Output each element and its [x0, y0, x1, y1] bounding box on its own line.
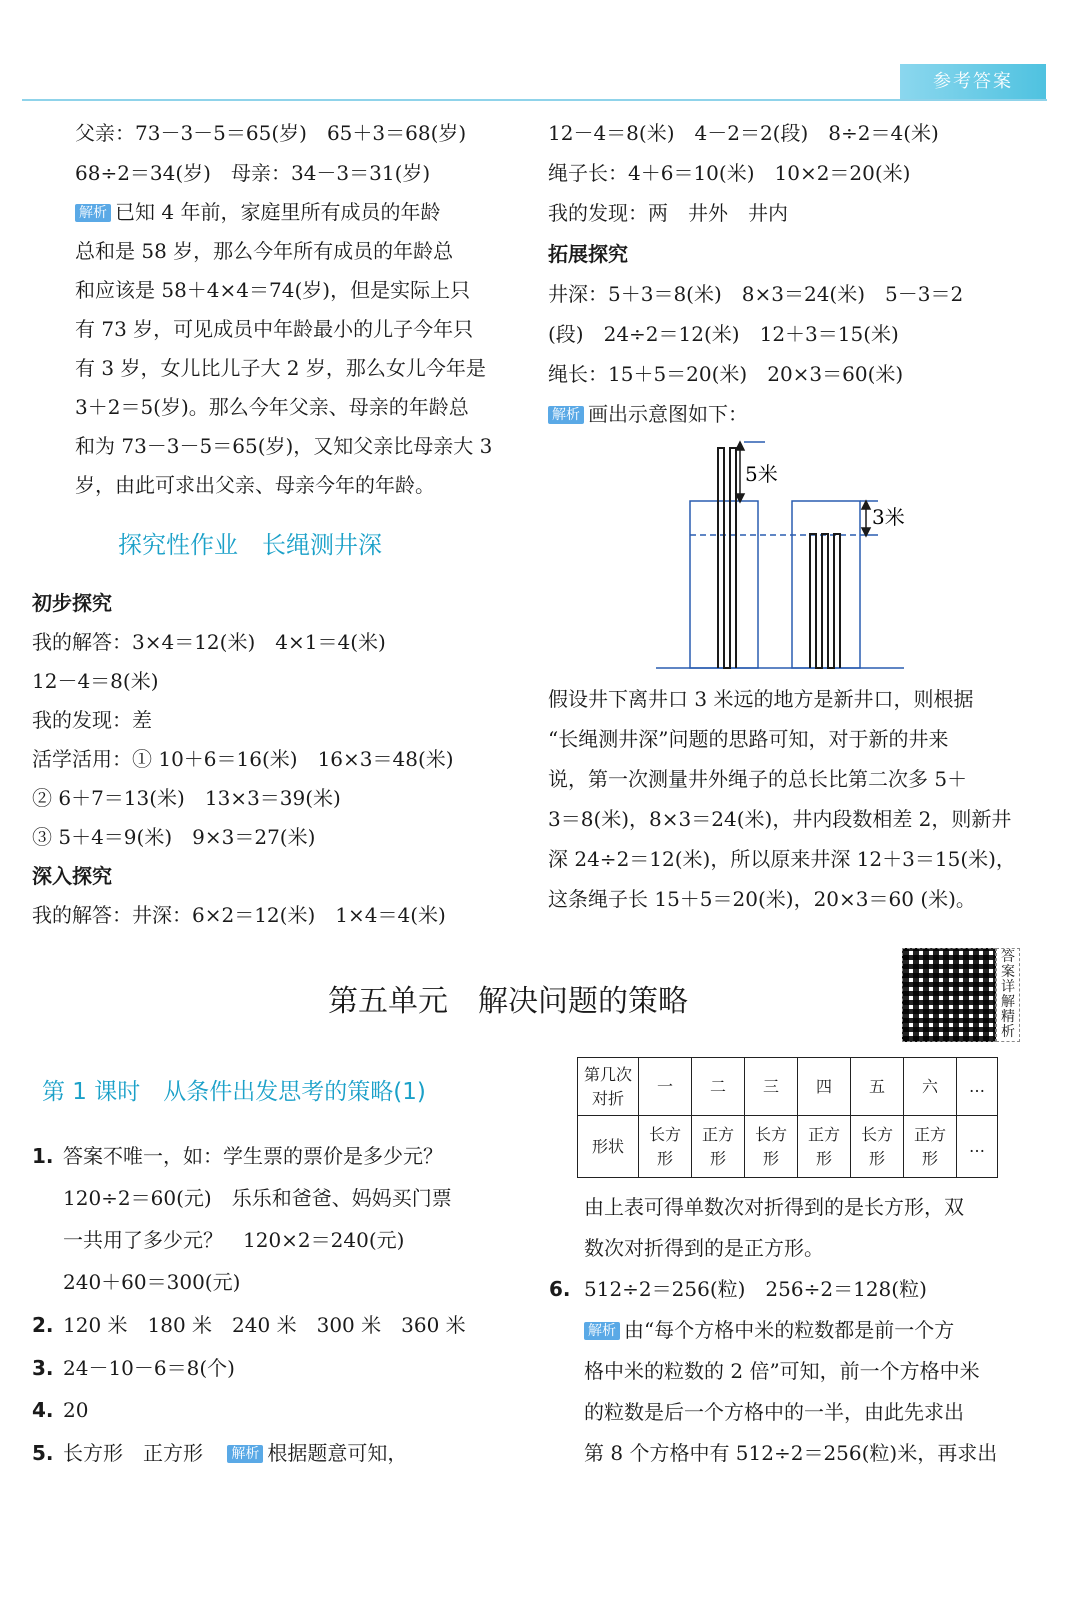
right-line-8: “长绳测井深”问题的思路可知，对于新的井来 — [548, 727, 949, 751]
rope-left — [718, 448, 736, 668]
left-analysis-line-6: 3＋2＝5(岁)。那么今年父亲、母亲的年龄总 — [75, 395, 469, 419]
analysis-tag: 解析 — [75, 204, 111, 222]
left-analysis-line-1 — [75, 199, 440, 225]
right-line-4: 井深：5＋3＝8(米) 8×3＝24(米) 5－3＝2 — [548, 282, 964, 306]
left-analysis-line-7: 和为 73－3－5＝65(岁)，又知父亲比母亲大 3 — [75, 434, 493, 458]
explore-line-5: ② 6＋7＝13(米) 13×3＝39(米) — [32, 786, 341, 810]
shape-cell: 正方 形 — [904, 1116, 957, 1178]
right-line-5: (段) 24÷2＝12(米) 12＋3＝15(米) — [548, 322, 899, 346]
head-line-1: 第几次 — [583, 1064, 632, 1084]
analysis-text: 已知 4 年前，家庭里所有成员的年龄 — [115, 200, 441, 224]
header-tab: 参考答案 — [900, 64, 1046, 100]
explore-line-3: 我的发现：差 — [32, 708, 152, 732]
item-1-num: 1. — [32, 1144, 54, 1168]
item-3-line: 24－10－6＝8(个) — [63, 1356, 235, 1380]
shape-cell: 长方 形 — [639, 1116, 692, 1178]
item-5-answer: 长方形 正方形 — [63, 1441, 203, 1465]
rope-right — [810, 534, 840, 668]
fold-cell: 三 — [745, 1058, 798, 1116]
rb-analysis-3: 的粒数是后一个方格中的一半，由此先求出 — [584, 1400, 964, 1424]
right-line-7: 假设井下离井口 3 米远的地方是新井口，则根据 — [548, 687, 974, 711]
item-2-num: 2. — [32, 1313, 54, 1337]
left-analysis-line-2: 总和是 58 岁，那么今年所有成员的年龄总 — [75, 239, 454, 263]
qr-code[interactable] — [902, 948, 996, 1042]
fold-table-head — [578, 1058, 639, 1116]
item-1-line-1: 答案不唯一，如：学生票的票价是多少元？ — [63, 1144, 443, 1168]
fold-cell: 二 — [692, 1058, 745, 1116]
right-line-12: 这条绳子长 15＋5＝20(米)，20×3＝60 (米)。 — [548, 887, 976, 911]
label-3m: 3米 — [872, 505, 905, 529]
analysis-text: 画出示意图如下： — [588, 402, 748, 426]
item-4-line: 20 — [63, 1398, 89, 1422]
item-4-num: 4. — [32, 1398, 54, 1422]
right-line-10: 3＝8(米)，8×3＝24(米)，井内段数相差 2，则新井 — [548, 807, 1012, 831]
item-1-line-4: 240＋60＝300(元) — [63, 1270, 241, 1294]
left-analysis-line-4: 有 73 岁，可见成员中年龄最小的儿子今年只 — [75, 317, 474, 341]
unit-title: 第五单元 解决问题的策略 — [328, 984, 688, 1019]
item-1-line-3: 一共用了多少元？ 120×2＝240(元) — [63, 1228, 405, 1252]
fold-cell: 一 — [639, 1058, 692, 1116]
fold-cell: 四 — [798, 1058, 851, 1116]
shape-cell: … — [957, 1116, 998, 1178]
right-analysis-intro — [548, 401, 748, 427]
right-line-1: 12－4＝8(米) 4－2＝2(段) 8÷2＝4(米) — [548, 121, 939, 145]
left-analysis-line-3: 和应该是 58＋4×4＝74(岁)，但是实际上只 — [75, 278, 471, 302]
fold-cell: 六 — [904, 1058, 957, 1116]
rb-analysis-4: 第 8 个方格中有 512÷2＝256(粒)米，再求出 — [584, 1441, 998, 1465]
item-5-tail: 根据题意可知， — [267, 1441, 408, 1465]
head-line-2: 对折 — [591, 1088, 624, 1108]
item-6-line: 512÷2＝256(粒) 256÷2＝128(粒) — [584, 1277, 927, 1301]
explore-line-7: 我的解答：井深：6×2＝12(米) 1×4＝4(米) — [32, 903, 446, 927]
rb-analysis-1 — [584, 1317, 954, 1343]
explore-line-2: 12－4＝8(米) — [32, 669, 159, 693]
analysis-tag: 解析 — [548, 406, 584, 424]
header-rule — [22, 99, 1047, 101]
explore-line-4: 活学活用：① 10＋6＝16(米) 16×3＝48(米) — [32, 747, 454, 771]
explore-line-6: ③ 5＋4＝9(米) 9×3＝27(米) — [32, 825, 316, 849]
qr-caption: 答案详解精析 — [996, 948, 1020, 1042]
item-5-num: 5. — [32, 1441, 54, 1465]
shape-cell: 长方 形 — [745, 1116, 798, 1178]
rb-analysis-2: 格中米的粒数的 2 倍”可知，前一个方格中米 — [584, 1359, 980, 1383]
shape-cell: 长方 形 — [851, 1116, 904, 1178]
fold-table — [577, 1057, 998, 1178]
right-sub: 拓展探究 — [548, 242, 628, 266]
explore-sub-1: 初步探究 — [32, 591, 112, 615]
right-line-2: 绳子长：4＋6＝10(米) 10×2＝20(米) — [548, 161, 911, 185]
item-3-num: 3. — [32, 1356, 54, 1380]
right-line-11: 深 24÷2＝12(米)，所以原来井深 12＋3＝15(米)， — [548, 847, 1016, 871]
shape-head: 形状 — [578, 1116, 639, 1178]
explore-title: 探究性作业 长绳测井深 — [118, 531, 382, 559]
left-line-2: 68÷2＝34(岁) 母亲：34－3＝31(岁) — [75, 161, 431, 185]
right-well — [792, 501, 860, 668]
right-line-9: 说，第一次测量井外绳子的总长比第二次多 5＋ — [548, 767, 968, 791]
analysis-tag: 解析 — [227, 1445, 263, 1463]
fold-cell: 五 — [851, 1058, 904, 1116]
fold-cell: … — [957, 1058, 998, 1116]
well-diagram — [650, 436, 930, 676]
lesson-title: 第 1 课时 从条件出发思考的策略(1) — [42, 1079, 426, 1105]
right-line-6: 绳长：15＋5＝20(米) 20×3＝60(米) — [548, 362, 904, 386]
analysis-text: 由“每个方格中米的粒数都是前一个方 — [624, 1318, 955, 1342]
item-2-line: 120 米 180 米 240 米 300 米 360 米 — [63, 1313, 466, 1337]
item-6-num: 6. — [549, 1277, 571, 1301]
rb-line-2: 数次对折得到的是正方形。 — [584, 1236, 824, 1260]
analysis-tag: 解析 — [584, 1322, 620, 1340]
left-analysis-line-5: 有 3 岁，女儿比儿子大 2 岁，那么女儿今年是 — [75, 356, 486, 380]
explore-sub-2: 深入探究 — [32, 864, 112, 888]
label-5m: 5米 — [745, 462, 778, 486]
item-1-line-2: 120÷2＝60(元) 乐乐和爸爸、妈妈买门票 — [63, 1186, 452, 1210]
shape-cell: 正方 形 — [692, 1116, 745, 1178]
shape-cell: 正方 形 — [798, 1116, 851, 1178]
item-5-line — [63, 1440, 407, 1466]
left-line-1: 父亲：73－3－5＝65(岁) 65＋3＝68(岁) — [75, 121, 467, 145]
rb-line-1: 由上表可得单数次对折得到的是长方形，双 — [584, 1195, 964, 1219]
left-analysis-line-8: 岁，由此可求出父亲、母亲今年的年龄。 — [75, 473, 435, 497]
explore-line-1: 我的解答：3×4＝12(米) 4×1＝4(米) — [32, 630, 386, 654]
right-line-3: 我的发现：两 井外 井内 — [548, 201, 788, 225]
